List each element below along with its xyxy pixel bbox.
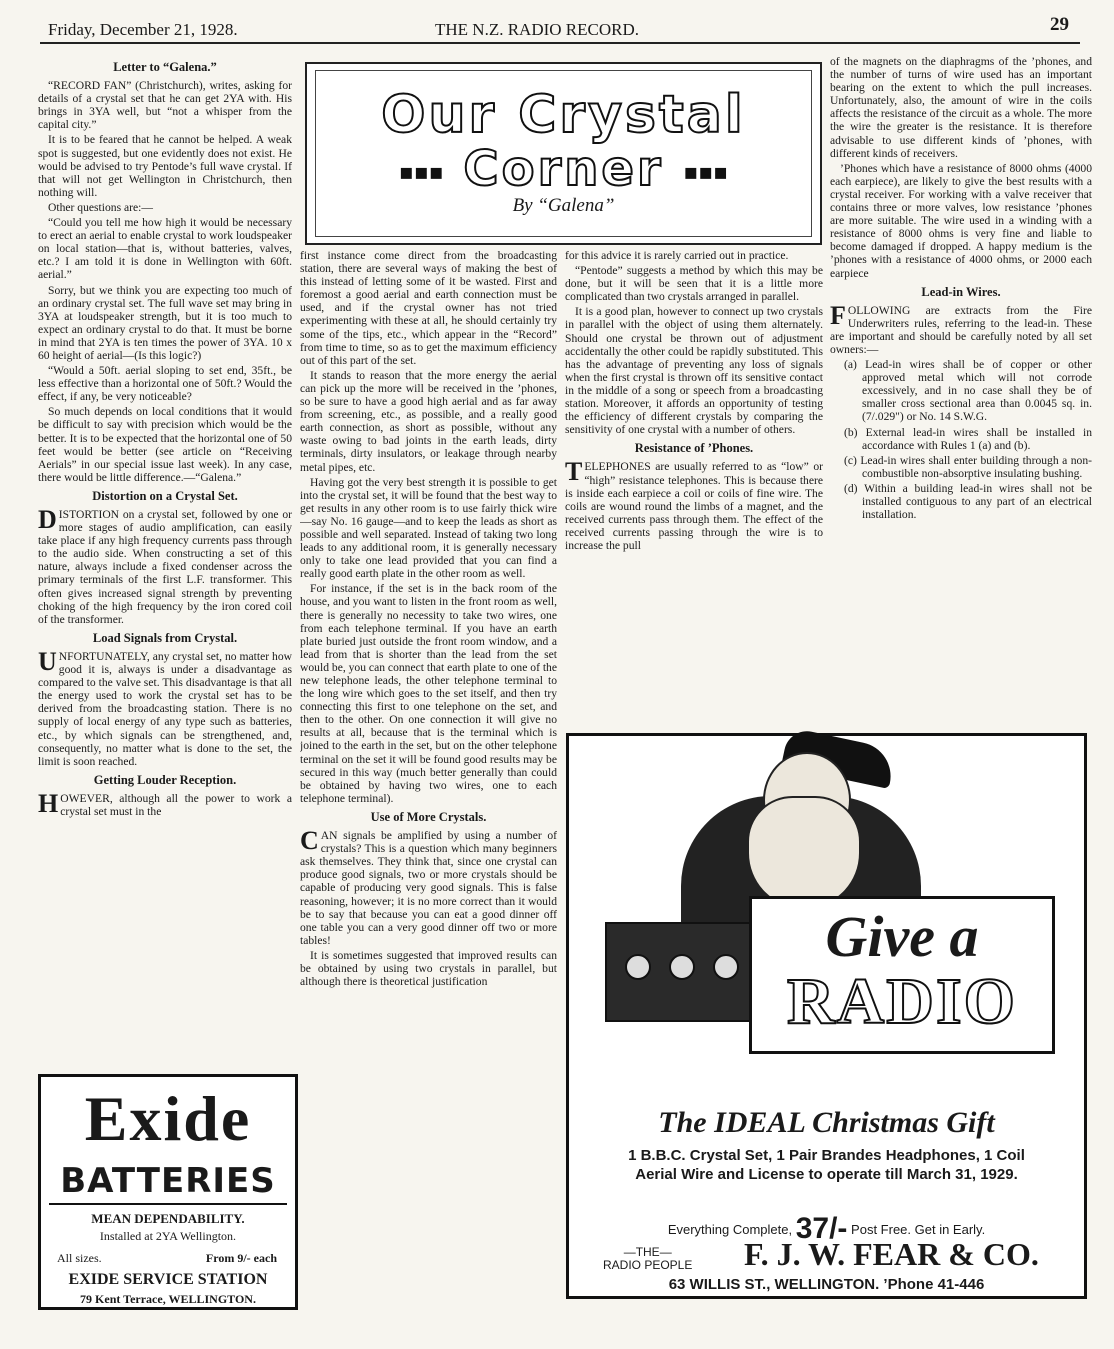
publication-name: THE N.Z. RADIO RECORD. xyxy=(435,20,639,39)
list-item: (b) External lead-in wires shall be installed in accordance with Rules 1 (a) and (b). xyxy=(844,425,1092,452)
paragraph: It is a good plan, however to connect up two crystals in parallel with the object of using them alternately. Should one crystal be thrown out of adjustment accidentally the other could be rapidly substituted. This has the advantage of preventing any loss of signals when the first crystal is thrown off its sensitive contact in the middle of a song or speech from a broadcasting station. Moreover, it affords an opportunity of testing the efficiency of different crystals by comparing the sensitivity of one crystal with a number of others. xyxy=(565,305,823,437)
exide-sizes: All sizes. xyxy=(57,1251,102,1265)
paragraph: It is to be feared that he cannot be helped. A weak spot is suggested, but one evidently does not exist. He would be advised to try Pentode’s full wave crystal. If that will not get Wellington in Christchurch, then nothing will. xyxy=(38,133,292,199)
exide-advertisement xyxy=(38,1074,298,1310)
exide-tagline: MEAN DEPENDABILITY. xyxy=(91,1211,245,1226)
column-title-block xyxy=(305,62,822,245)
paragraph: first instance come direct from the broadcasting station, there are several ways of making the best of this instead of letting some of it be wasted. First and foremost a good aerial and earth connection must be used, and if the crystal owner has not tried experimenting with these at all, he should certainly try some of the tips, etc., which appear in the “Record” from time to time, so as to get the maximum efficiency out of this part of the set. xyxy=(300,249,557,367)
complete-label: Everything Complete, xyxy=(667,1222,793,1237)
list-item: (a) Lead-in wires shall be of copper or other approved metal which will not corrode excessively, and in no case shall they be of smaller cross sectional area than 0.0045 sq. in. (7/.029") or No. 14 S.W.G. xyxy=(844,358,1092,424)
column-2 xyxy=(300,249,557,1311)
column-4 xyxy=(830,55,1092,710)
page-number: 29 xyxy=(1050,14,1069,35)
paragraph xyxy=(830,300,1092,356)
paragraph-text: OWEVER, although all the power to work a crystal set must in the xyxy=(60,791,292,818)
paragraph xyxy=(38,505,292,626)
paragraph-text: OLLOWING are extracts from the Fire Underwriters rules, referring to the lead-in. These are important and should be carefully noted by all set owners:— xyxy=(830,303,1092,356)
paragraph: So much depends on local conditions that it would be difficult to say with precision which would be the better. It is to be expected that the horizontal one of 50 feet would be better (see article on “Receiving Aerials” in our special issue last week). In any case, there would be little difference.—“Galena.” xyxy=(38,405,292,484)
ornament-icon: ▪▪▪ xyxy=(683,159,729,185)
exide-product: BATTERIES xyxy=(60,1161,276,1201)
drop-cap: T xyxy=(565,457,583,487)
dial-icon xyxy=(713,954,739,980)
list-item: (d) Within a building lead-in wires shall not be installed contiguous to any part of an electrical installation. xyxy=(844,481,1092,522)
paragraph: Other questions are:— xyxy=(48,200,153,214)
heading-more-crystals: Use of More Crystals. xyxy=(370,809,487,824)
company-address: 63 WILLIS ST., WELLINGTON. ’Phone 41-446 xyxy=(668,1276,985,1293)
heading-letter-to-galena: Letter to “Galena.” xyxy=(113,60,217,74)
paragraph: “Pentode” suggests a method by which this may be done, but it will be seen that it is a little more complicated than two crystals arranged in parallel. xyxy=(565,264,823,304)
paragraph: “Would a 50ft. aerial sloping to set end, 35ft., be less effective than a horizontal one of 50ft.? Would the effect, if any, be very noticeable? xyxy=(38,364,292,404)
santa-beard xyxy=(747,796,861,910)
vendor-label xyxy=(603,1246,692,1272)
exide-price: From 9/- each xyxy=(205,1251,277,1265)
drop-cap: H xyxy=(38,788,59,818)
exide-installed: Installed at 2YA Wellington. xyxy=(99,1229,237,1243)
title-line-2 xyxy=(316,141,811,197)
radio-set-illustration xyxy=(605,922,757,1022)
dial-icon xyxy=(625,954,651,980)
give-a-text: Give a xyxy=(825,904,979,969)
paragraph-text: ISTORTION on a crystal set, followed by one or more stages of audio amplification, can easily take place if any high frequency currents pass through to the audio side. When constructing a set of this nature, always include a fixed condenser across the primary terminals of the first L.F. transformer. This often gives increased signal strength by preventing choking of the high frequency by the iron cored coil of the transformer. xyxy=(38,508,292,626)
paragraph: For instance, if the set is in the back room of the house, and you want to listen in the front room as well, there is generally no necessity to take two wires, one from each telephone terminal. If you have an earth plate buried just outside the front room window, and a lead from that is shorter than the lead from the set would be, you can connect that earth plate to one of the new telephone leads, the other telephone terminal to the long wire which goes to the set itself, and then try connecting this first to one telephone on the set, and then to the other. On one connection it will give no results at all, because that is the terminal which is joined to the earth in the set, but on the other telephone terminal on the set it will be found good results may be secured in this way (much better generally than could be obtained by having two wires, one to each telephone terminal). xyxy=(300,582,557,805)
paragraph: for this advice it is rarely carried out in practice. xyxy=(565,249,789,262)
give-a-radio-sign xyxy=(749,896,1055,1054)
exide-address: 79 Kent Terrace, WELLINGTON. xyxy=(80,1292,256,1306)
issue-date: Friday, December 21, 1928. xyxy=(48,20,238,39)
paragraph-text: AN signals be amplified by using a number of crystals? This is a question which many beginners ask themselves. They think that, since one crystal can produce good signals, two or more crystals should be capable of producing very good signals. This is false reasoning, however; it is no more correct than it would be to say that because you can eat a good dinner off one table you can a very good dinner off two or more tables! xyxy=(300,829,557,947)
paragraph: It stands to reason that the more energy the aerial can pick up the more will be received in the ’phones, so be sure to have a good high aerial and as far away from screening, etc., as possible, and a really good earth connection, as short as possible, without any waste owing to bad joints in the earth leads, dirty terminals, dirty insulators, or leakage through nearby metal pipes, etc. xyxy=(300,368,557,474)
radio-advertisement xyxy=(566,733,1087,1299)
heading-load-signals: Load Signals from Crystal. xyxy=(92,630,238,645)
drop-cap: U xyxy=(38,646,57,676)
dial-icon xyxy=(669,954,695,980)
rules-list xyxy=(830,358,1092,521)
column-3 xyxy=(565,249,823,709)
paragraph xyxy=(300,826,557,947)
page-header xyxy=(40,12,1080,44)
paragraph xyxy=(38,646,292,768)
paragraph-text: NFORTUNATELY, any crystal set, no matter how good it is, always is under a disadvantage as compared to the valve set. This disadvantage is that all the energy used to work the crystal set has to be derived from the broadcasting station. There is no supply of local energy of any type such as batteries, etc., by which signals can be strengthened, and, consequently, no matter what is done to the set, the limit is soon reached. xyxy=(38,649,292,768)
paragraph: Having got the very best strength it is possible to get into the crystal set, it will be found that the best way to get results in any other room is to use fairly thick wire—say No. 16 gauge—and to keep the leads as short as possible and well separated. Instead of taking two long leads to any additional room, it is generally necessary only to take one lead provided that you can find a really good earth plate in the other room as well. xyxy=(300,475,557,581)
drop-cap: C xyxy=(300,826,319,856)
column-1 xyxy=(38,55,292,1067)
paragraph: of the magnets on the diaphragms of the ’phones, and the number of turns of wire used has an important bearing on the extent to which the pull increases. Unfortunately, also, the amount of wire in the coils affects the resistance of the circuit as a whole. The more the wire the greater is the resistance. It is therefore advisable to use different kinds of ’phones, with different kinds of receivers. xyxy=(830,55,1092,160)
divider xyxy=(49,1203,287,1205)
exide-station: EXIDE SERVICE STATION xyxy=(68,1271,268,1288)
company-name: F. J. W. FEAR & CO. xyxy=(744,1236,1039,1272)
radio-text: RADIO xyxy=(786,965,1017,1038)
paragraph-text: ELEPHONES are usually referred to as “low” or “high” resistance telephones. This is because there is inside each earpiece a coil or coils of fine wire. The coils are wound round the limbs of a magnet, and the received currents pass through them. The effect of the received currents passing through the wire is to increase the pull xyxy=(565,460,823,552)
heading-resistance-phones: Resistance of ’Phones. xyxy=(634,441,754,456)
exide-logo: Exide xyxy=(84,1083,252,1154)
paragraph xyxy=(565,457,823,552)
paragraph: It is sometimes suggested that improved results can be obtained by using two crystals in parallel, but although there is theoretical justification xyxy=(300,948,557,989)
paragraph: ’Phones which have a resistance of 8000 ohms (4000 each earpiece), are likely to give the best results with a crystal receiver. For working with a valve receiver that contains three or more valves, low resistance ’phones are more suitable. The wire used in a winding with a resistance of 8000 ohms is very fine and liable to become damaged if dropped. A happy medium is the ’phones with a resistance of 4000 ohms, or 2000 each earpiece xyxy=(830,161,1092,280)
drop-cap: F xyxy=(830,300,846,330)
title-line-1: Our Crystal xyxy=(381,85,746,145)
list-item: (c) Lead-in wires shall enter building through a non-combustible non-absorptive insulating bushing. xyxy=(844,453,1092,480)
ad-offer: 1 B.B.C. Crystal Set, 1 Pair Brandes Headphones, 1 Coil Aerial Wire and License to operate till March 31, 1929. xyxy=(628,1147,1025,1183)
title-word-corner: Corner xyxy=(463,141,664,197)
drop-cap: D xyxy=(38,505,57,534)
heading-lead-in-wires: Lead-in Wires. xyxy=(921,284,1001,299)
ornament-icon: ▪▪▪ xyxy=(398,159,444,185)
post-note: Post Free. Get in Early. xyxy=(851,1222,986,1237)
paragraph: “RECORD FAN” (Christchurch), writes, asking for details of a crystal set that he can get 2YA with. His brings in 3YA well, but “not a whisper from the capital city.” xyxy=(38,79,292,132)
byline: By “Galena” xyxy=(512,195,615,216)
paragraph xyxy=(38,788,292,818)
vendor-people: RADIO PEOPLE xyxy=(603,1258,693,1272)
heading-louder-reception: Getting Louder Reception. xyxy=(93,772,237,787)
paragraph: Sorry, but we think you are expecting too much of an ordinary crystal set. The full wave set may bring in 3YA at loudspeaker strength, but it is too much to expect an ordinary crystal to do that. It must be borne in mind that 2YA is ten times the power of 3YA. 10 x 60 height of aerial—(Is this logic?) xyxy=(38,283,292,362)
paragraph: “Could you tell me how high it would be necessary to erect an aerial to enable crystal to work loudspeaker on local station—that is, without batteries, valves, etc.? I am told it is done in Wellington with 60ft. aerial.” xyxy=(38,216,292,282)
heading-distortion: Distortion on a Crystal Set. xyxy=(92,488,238,503)
price: 37/- xyxy=(795,1212,848,1245)
ad-headline: The IDEAL Christmas Gift xyxy=(658,1106,995,1139)
vendor-the: —THE— xyxy=(623,1245,672,1259)
title-frame xyxy=(315,70,812,237)
